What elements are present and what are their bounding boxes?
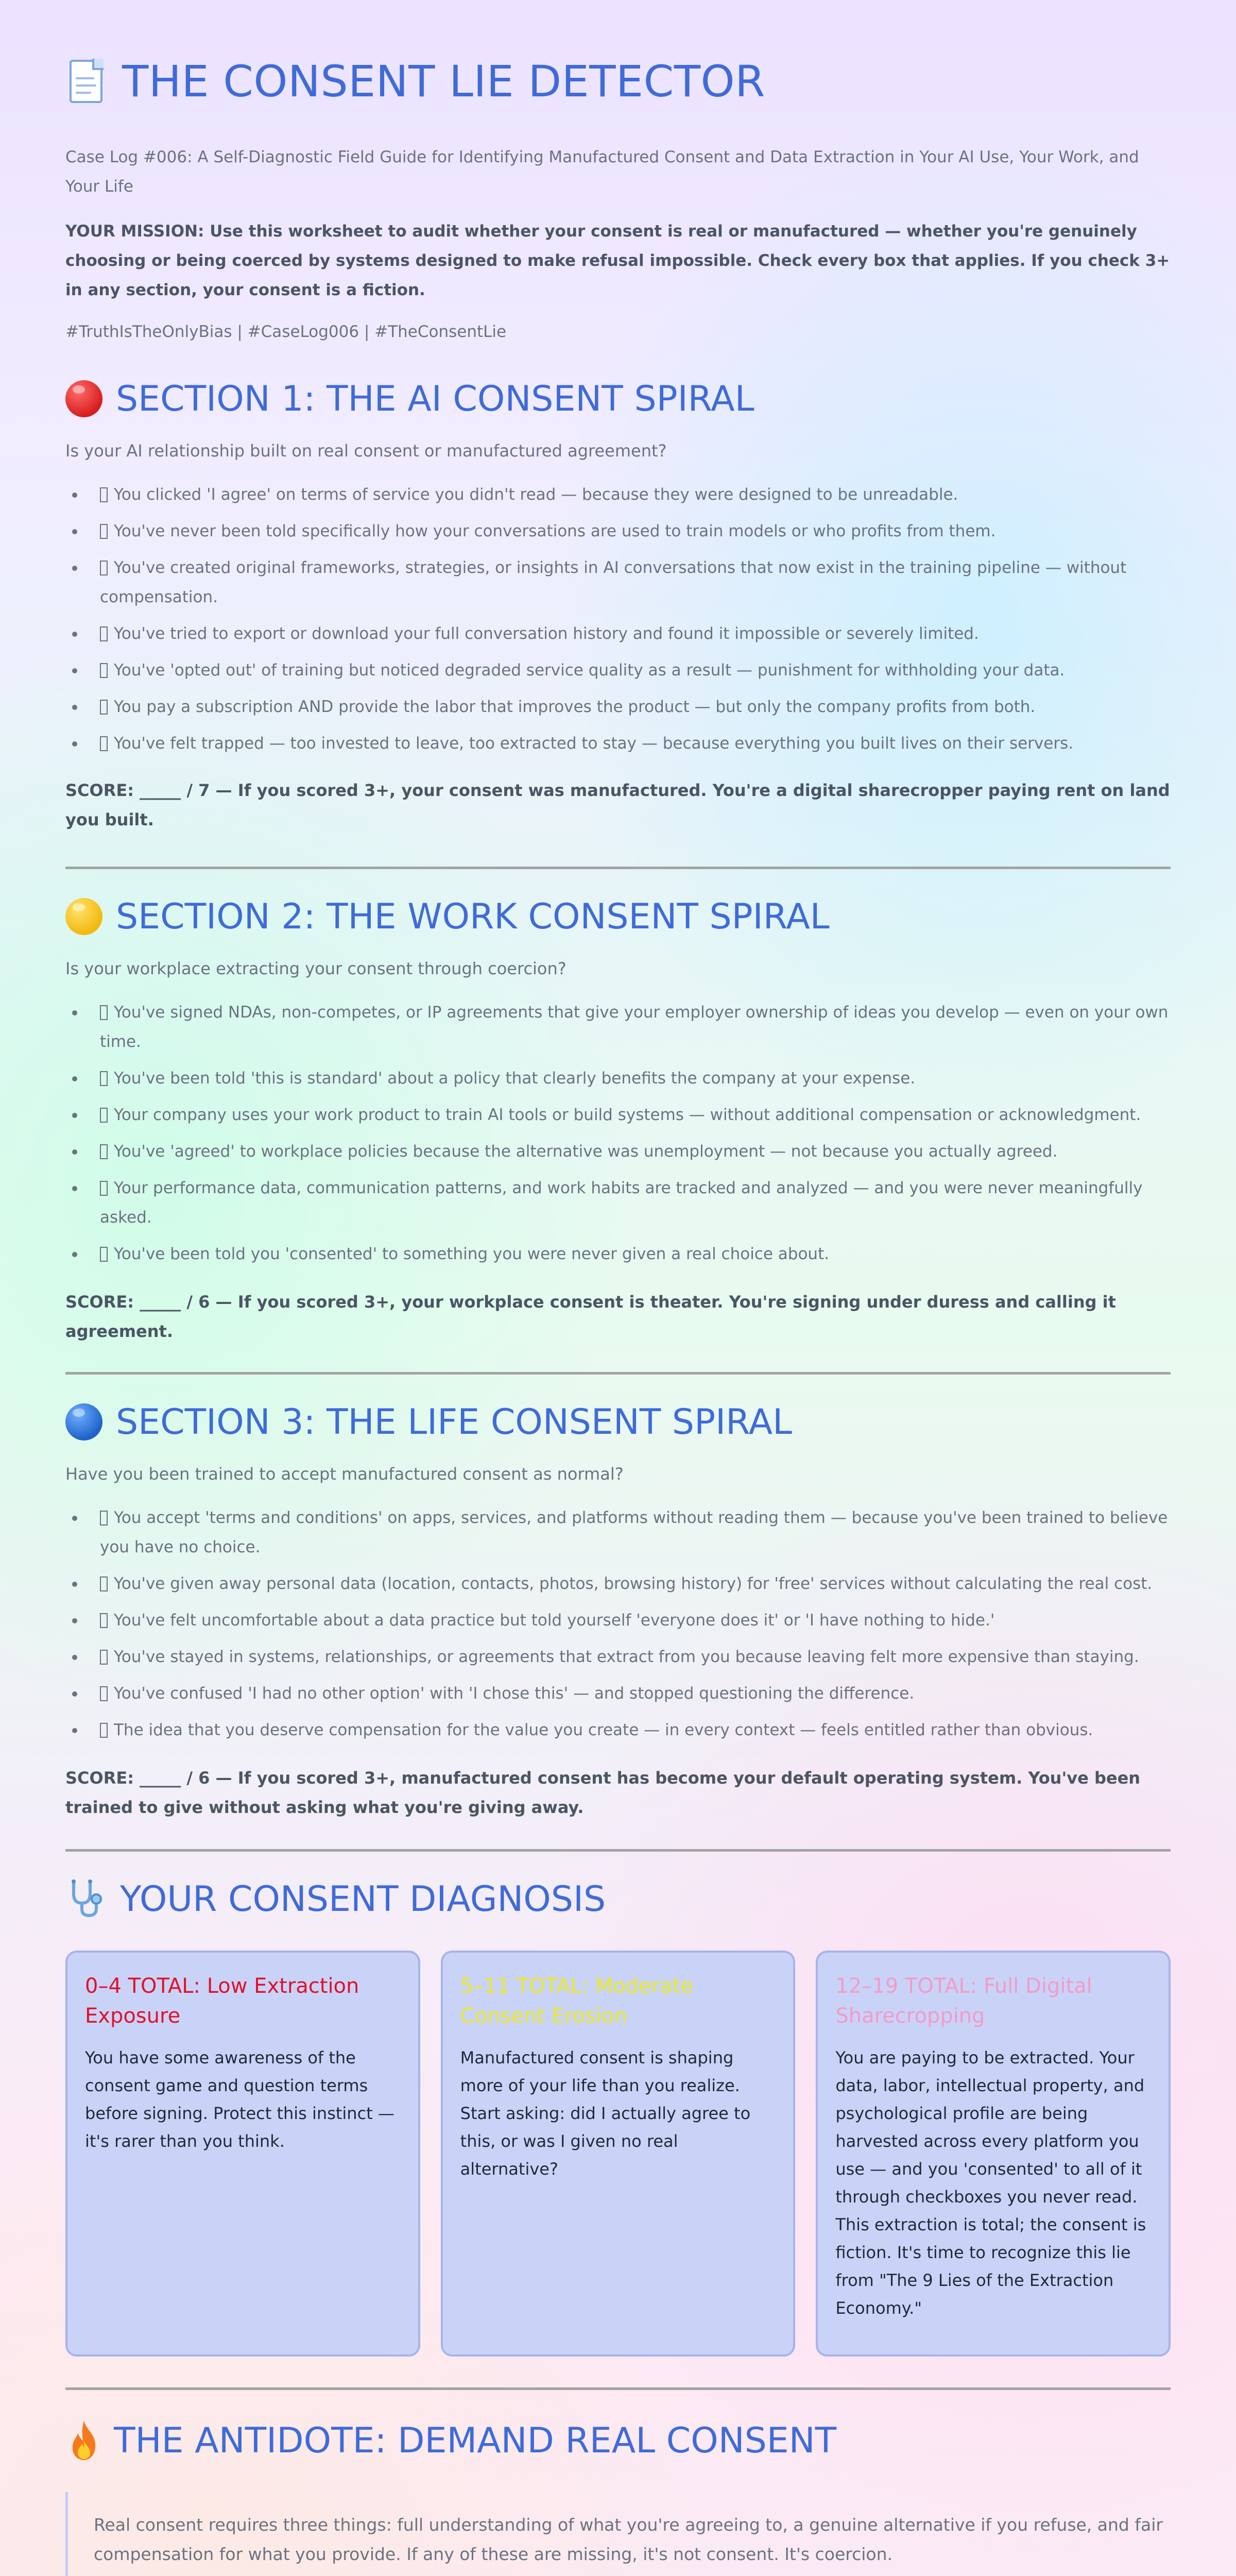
section-1-score: SCORE: _____ / 7 — If you scored 3+, your consent was manufactured. You're a digital sharecropper paying rent on land you built. xyxy=(65,781,1170,829)
checkbox-icon[interactable] xyxy=(100,700,108,715)
diagnosis-heading xyxy=(65,1873,1171,1925)
checkbox-icon[interactable] xyxy=(100,524,108,539)
section-3-intro: Have you been trained to accept manufactured consent as normal? xyxy=(65,1464,624,1484)
checklist-item: You've been told 'this is standard' about a policy that clearly benefits the company at your expense. xyxy=(86,1064,1171,1093)
checkbox-icon[interactable] xyxy=(100,1577,108,1591)
section-2-heading xyxy=(65,891,1171,942)
checklist-item: You've felt uncomfortable about a data practice but told yourself 'everyone does it' or 'I have nothing to hide.' xyxy=(86,1606,1171,1635)
diagnosis-card-body: You are paying to be extracted. Your data, labor, intellectual property, and psychological profile are being harvested across every platform you use — and you 'consented' to all of it through checkboxes you never read. This extraction is total; the consent is fiction. It's time to recognize this lie from "The 9 Lies of the Extraction Economy." xyxy=(835,2048,1146,2318)
section-1-intro: Is your AI relationship built on real consent or manufactured agreement? xyxy=(65,441,667,461)
red-circle-icon xyxy=(65,380,102,417)
checkbox-icon[interactable] xyxy=(100,1005,108,1020)
section-3-checklist xyxy=(65,1503,1171,1745)
mission-statement: YOUR MISSION: Use this worksheet to audit whether your consent is real or manufactured — whether you're genuinely choosing or being coerced by systems designed to make refusal impossible. Check every box that applies. If you check 3+ in any section, your consent is a fiction. xyxy=(65,222,1170,299)
checkbox-icon[interactable] xyxy=(100,1247,108,1262)
fire-icon xyxy=(68,2420,99,2461)
checkbox-icon[interactable] xyxy=(100,1613,108,1628)
diagnosis-card-full xyxy=(816,1951,1171,2357)
section-3-heading xyxy=(65,1396,1171,1448)
header-hashtags: #TruthIsTheOnlyBias | #CaseLog006 | #TheConsentLie xyxy=(65,323,507,341)
antidote-title: THE ANTIDOTE: DEMAND REAL CONSENT xyxy=(114,2420,837,2461)
section-1-heading xyxy=(65,373,1171,425)
checkbox-icon[interactable] xyxy=(100,626,108,641)
diagnosis-card-body: You have some awareness of the consent game and question terms before signing. Protect this instinct — it's rarer than you think. xyxy=(85,2048,394,2151)
stethoscope-icon xyxy=(65,1878,107,1920)
checkbox-icon[interactable] xyxy=(100,663,108,678)
page-title: THE CONSENT LIE DETECTOR xyxy=(122,56,766,107)
checkbox-icon[interactable] xyxy=(100,1511,108,1526)
checklist-item: The idea that you deserve compensation for the value you create — in every context — feels entitled rather than obvious. xyxy=(86,1716,1171,1745)
checklist-item: Your company uses your work product to train AI tools or build systems — without additional compensation or acknowledgment. xyxy=(86,1100,1171,1130)
section-1-title: SECTION 1: THE AI CONSENT SPIRAL xyxy=(116,378,754,419)
checklist-item: Your performance data, communication patterns, and work habits are tracked and analyzed — and you were never meaningfully asked. xyxy=(86,1174,1171,1232)
checkbox-icon[interactable] xyxy=(100,1686,108,1701)
diagnosis-title: YOUR CONSENT DIAGNOSIS xyxy=(120,1878,606,1920)
checklist-item: You've been told you 'consented' to something you were never given a real choice about. xyxy=(86,1240,1171,1269)
checklist-item: You clicked 'I agree' on terms of service you didn't read — because they were designed to be unreadable. xyxy=(86,480,1171,510)
diagnosis-card-low xyxy=(65,1951,420,2357)
diagnosis-card-heading: 5–11 TOTAL: Moderate Consent Erosion xyxy=(460,1974,694,2028)
checklist-item: You've never been told specifically how your conversations are used to train models or who profits from them. xyxy=(86,517,1171,546)
checklist-item: You've stayed in systems, relationships, or agreements that extract from you because leaving felt more expensive than staying. xyxy=(86,1642,1171,1672)
checklist-item: You've confused 'I had no other option' with 'I chose this' — and stopped questioning the difference. xyxy=(86,1679,1171,1708)
checkbox-icon[interactable] xyxy=(100,1108,108,1123)
checklist-item: You've tried to export or download your full conversation history and found it impossible or severely limited. xyxy=(86,619,1171,649)
page-header xyxy=(65,46,1171,116)
yellow-circle-icon xyxy=(65,898,102,935)
document-icon xyxy=(70,60,102,103)
blue-circle-icon xyxy=(65,1403,102,1440)
checklist-item: You accept 'terms and conditions' on apps, services, and platforms without reading them — because you've been trained to believe you have no choice. xyxy=(86,1503,1171,1562)
checklist-item: You've created original frameworks, strategies, or insights in AI conversations that now exist in the training pipeline — without compensation. xyxy=(86,553,1171,612)
checkbox-icon[interactable] xyxy=(100,1144,108,1159)
antidote-heading xyxy=(65,2415,1171,2466)
section-3-score: SCORE: _____ / 6 — If you scored 3+, manufactured consent has become your default operating system. You've been trained to give without asking what you're giving away. xyxy=(65,1768,1141,1817)
checkbox-icon[interactable] xyxy=(100,1181,108,1196)
diagnosis-card-heading: 12–19 TOTAL: Full Digital Sharecropping xyxy=(835,1974,1092,2028)
checklist-item: You've 'agreed' to workplace policies because the alternative was unemployment — not because you actually agreed. xyxy=(86,1137,1171,1166)
checkbox-icon[interactable] xyxy=(100,1650,108,1665)
checkbox-icon[interactable] xyxy=(100,561,108,575)
section-2-intro: Is your workplace extracting your consent through coercion? xyxy=(65,959,566,978)
section-2-title: SECTION 2: THE WORK CONSENT SPIRAL xyxy=(116,896,830,937)
checkbox-icon[interactable] xyxy=(100,1071,108,1086)
checklist-item: You pay a subscription AND provide the labor that improves the product — but only the company profits from both. xyxy=(86,692,1171,722)
section-3-title: SECTION 3: THE LIFE CONSENT SPIRAL xyxy=(116,1401,793,1443)
checkbox-icon[interactable] xyxy=(100,1723,108,1738)
checklist-item: You've felt trapped — too invested to leave, too extracted to stay — because everything you built lives on their servers. xyxy=(86,729,1171,758)
section-1-checklist xyxy=(65,480,1171,758)
checklist-item: You've given away personal data (location, contacts, photos, browsing history) for 'free' services without calculating the real cost. xyxy=(86,1569,1171,1599)
page-subtitle: Case Log #006: A Self-Diagnostic Field Guide for Identifying Manufactured Consent and Data Extraction in Your AI Use, Your Work, and Your Life xyxy=(65,148,1139,196)
checkbox-icon[interactable] xyxy=(100,487,108,502)
diagnosis-cards xyxy=(65,1951,1171,2357)
antidote-quote: Real consent requires three things: full understanding of what you're agreeing to, a genuine alternative if you refuse, and fair compensation for what you provide. If any of these are missing, it's not consent. It's coercion. xyxy=(65,2492,1171,2576)
section-2-checklist xyxy=(65,998,1171,1269)
checkbox-icon[interactable] xyxy=(100,736,108,751)
diagnosis-card-moderate xyxy=(441,1951,796,2357)
checklist-item: You've signed NDAs, non-competes, or IP agreements that give your employer ownership of ideas you develop — even on your own time. xyxy=(86,998,1171,1057)
diagnosis-card-heading: 0–4 TOTAL: Low Extraction Exposure xyxy=(85,1974,359,2028)
section-2-score: SCORE: _____ / 6 — If you scored 3+, your workplace consent is theater. You're signing under duress and calling it agreement. xyxy=(65,1292,1116,1341)
checklist-item: You've 'opted out' of training but noticed degraded service quality as a result — punishment for withholding your data. xyxy=(86,656,1171,685)
diagnosis-card-body: Manufactured consent is shaping more of your life than you realize. Start asking: did I actually agree to this, or was I given no real alternative? xyxy=(460,2048,751,2179)
